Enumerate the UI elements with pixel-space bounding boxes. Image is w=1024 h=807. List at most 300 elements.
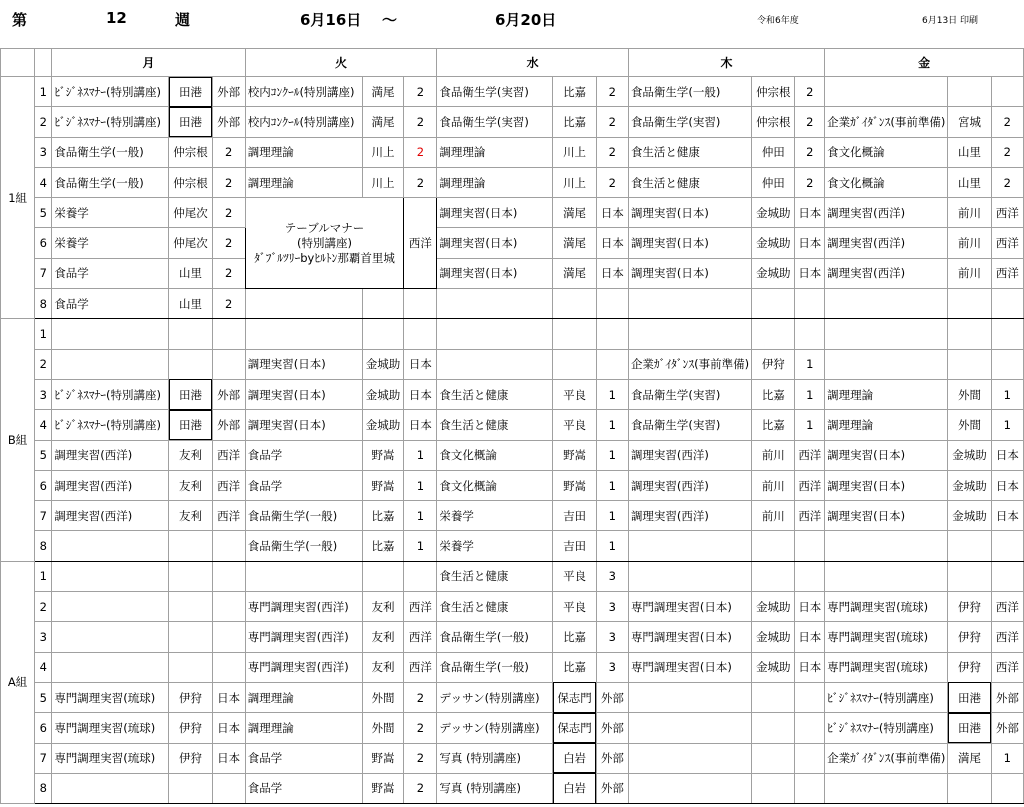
- subject-cell: 食品衛生学(実習): [628, 107, 751, 137]
- count-cell: [991, 561, 1023, 591]
- period-number: 6: [35, 470, 52, 500]
- subject-cell: 調理実習(日本): [245, 379, 362, 409]
- table-row: [1, 349, 1024, 379]
- count-cell: 西洋: [404, 592, 437, 622]
- subject-cell: 食品衛生学(実習): [628, 379, 751, 409]
- subject-cell: 企業ｶﾞｲﾀﾞﾝｽ(事前準備): [628, 349, 751, 379]
- subject-cell: [437, 349, 553, 379]
- count-cell: [404, 561, 437, 591]
- count-cell: 2: [404, 137, 437, 167]
- teacher-cell: [169, 561, 212, 591]
- teacher-cell: 吉田: [553, 501, 596, 531]
- subject-cell: [628, 531, 751, 561]
- subject-cell: 調理実習(西洋): [825, 228, 948, 258]
- day-header-row: [1, 49, 1024, 77]
- count-cell: 2: [212, 258, 245, 288]
- count-cell: [212, 531, 245, 561]
- teacher-cell: 前川: [752, 470, 795, 500]
- teacher-cell: [362, 561, 404, 591]
- period-number: 4: [35, 410, 52, 440]
- subject-cell: 食文化概論: [437, 470, 553, 500]
- count-cell: 2: [404, 713, 437, 743]
- count-cell: 外部: [212, 107, 245, 137]
- count-cell: 1: [596, 531, 628, 561]
- teacher-cell: 山里: [169, 289, 212, 319]
- subject-cell: 食品学: [245, 470, 362, 500]
- subject-cell: 調理理論: [437, 137, 553, 167]
- count-cell: 2: [212, 228, 245, 258]
- count-cell: 2: [596, 167, 628, 197]
- subject-cell: 専門調理実習(琉球): [825, 652, 948, 682]
- count-cell: [404, 319, 437, 349]
- count-cell: 1: [596, 470, 628, 500]
- table-row: [1, 561, 1024, 591]
- count-cell: 1: [596, 379, 628, 409]
- teacher-cell: [948, 561, 991, 591]
- teacher-cell: 金城助: [362, 410, 404, 440]
- teacher-cell: 田港: [169, 379, 212, 409]
- count-cell: 2: [404, 682, 437, 712]
- count-cell: 外部: [212, 379, 245, 409]
- count-cell: 日本: [795, 592, 825, 622]
- day-header-fri: 金: [825, 49, 1024, 77]
- period-number: 7: [35, 258, 52, 288]
- table-row: [1, 440, 1024, 470]
- count-cell: 日本: [991, 470, 1023, 500]
- end-date: 6月20日: [495, 11, 557, 29]
- subject-cell: 企業ｶﾞｲﾀﾞﾝｽ(事前準備): [825, 107, 948, 137]
- teacher-cell: 保志門: [553, 713, 596, 743]
- period-number: 7: [35, 501, 52, 531]
- subject-cell: [52, 319, 169, 349]
- start-date: 6月16日: [300, 11, 362, 29]
- count-cell: 1: [596, 501, 628, 531]
- teacher-cell: 伊狩: [948, 622, 991, 652]
- subject-cell: デッサン(特別講座): [437, 682, 553, 712]
- teacher-cell: [948, 349, 991, 379]
- teacher-cell: 比嘉: [362, 531, 404, 561]
- subject-cell: 専門調理実習(西洋): [245, 622, 362, 652]
- count-cell: 2: [991, 167, 1023, 197]
- count-cell: [795, 319, 825, 349]
- schedule-header: [0, 0, 1024, 48]
- teacher-cell: 外間: [948, 379, 991, 409]
- count-cell: 2: [404, 773, 437, 803]
- teacher-cell: 仲宗根: [752, 77, 795, 107]
- teacher-cell: 仲尾次: [169, 198, 212, 228]
- teacher-cell: 金城助: [752, 592, 795, 622]
- count-cell: 2: [596, 137, 628, 167]
- period-number: 3: [35, 379, 52, 409]
- period-number: 8: [35, 773, 52, 803]
- teacher-cell: 仲田: [752, 137, 795, 167]
- subject-cell: 調理実習(日本): [437, 198, 553, 228]
- teacher-cell: 平良: [553, 561, 596, 591]
- table-row: [1, 258, 1024, 288]
- count-cell: 1: [795, 379, 825, 409]
- subject-cell: [825, 77, 948, 107]
- subject-cell: 専門調理実習(西洋): [245, 652, 362, 682]
- subject-cell: 調理実習(日本): [628, 198, 751, 228]
- count-cell: 西洋: [404, 652, 437, 682]
- count-cell: [991, 349, 1023, 379]
- special-event-line1: テーブルマナー: [284, 220, 365, 235]
- subject-cell: 食文化概論: [825, 137, 948, 167]
- count-cell: [212, 622, 245, 652]
- teacher-cell: [169, 349, 212, 379]
- week-suffix: 週: [175, 11, 191, 29]
- subject-cell: 食生活と健康: [628, 167, 751, 197]
- count-cell: 1: [404, 531, 437, 561]
- subject-cell: 調理実習(日本): [825, 470, 948, 500]
- teacher-cell: 友利: [362, 622, 404, 652]
- teacher-cell: 野嵩: [362, 440, 404, 470]
- teacher-cell: 野嵩: [362, 743, 404, 773]
- teacher-cell: 金城助: [752, 652, 795, 682]
- period-number: 3: [35, 137, 52, 167]
- teacher-cell: 友利: [169, 501, 212, 531]
- teacher-cell: 比嘉: [553, 652, 596, 682]
- subject-cell: 調理理論: [825, 379, 948, 409]
- subject-cell: 栄養学: [437, 531, 553, 561]
- count-cell: [991, 319, 1023, 349]
- subject-cell: 調理実習(西洋): [52, 501, 169, 531]
- count-cell: [212, 773, 245, 803]
- teacher-cell: [553, 349, 596, 379]
- teacher-cell: 伊狩: [169, 743, 212, 773]
- period-number: 5: [35, 682, 52, 712]
- count-cell: 3: [596, 652, 628, 682]
- teacher-cell: [553, 289, 596, 319]
- teacher-cell: [752, 743, 795, 773]
- teacher-cell: 田港: [169, 107, 212, 137]
- subject-cell: 調理実習(日本): [628, 258, 751, 288]
- count-cell: [795, 713, 825, 743]
- teacher-cell: 仲尾次: [169, 228, 212, 258]
- subject-cell: [437, 289, 553, 319]
- teacher-cell: 前川: [948, 258, 991, 288]
- teacher-cell: 川上: [362, 167, 404, 197]
- subject-cell: 調理実習(日本): [245, 349, 362, 379]
- period-number: 1: [35, 77, 52, 107]
- count-cell: 1: [795, 410, 825, 440]
- teacher-cell: 比嘉: [752, 410, 795, 440]
- teacher-cell: 満尾: [553, 228, 596, 258]
- teacher-cell: 保志門: [553, 682, 596, 712]
- subject-cell: 調理理論: [825, 410, 948, 440]
- period-number: 6: [35, 228, 52, 258]
- period-number: 8: [35, 531, 52, 561]
- subject-cell: [628, 713, 751, 743]
- fiscal-year: 令和6年度: [757, 16, 799, 26]
- teacher-cell: 仲宗根: [169, 167, 212, 197]
- teacher-cell: [752, 713, 795, 743]
- subject-cell: 調理理論: [245, 682, 362, 712]
- subject-cell: ﾋﾞｼﾞﾈｽﾏﾅｰ(特別講座): [52, 410, 169, 440]
- corner-cell: [1, 49, 35, 77]
- teacher-cell: 比嘉: [752, 379, 795, 409]
- count-cell: [795, 531, 825, 561]
- subject-cell: 調理実習(西洋): [628, 470, 751, 500]
- teacher-cell: 比嘉: [553, 622, 596, 652]
- teacher-cell: [752, 531, 795, 561]
- subject-cell: [628, 773, 751, 803]
- subject-cell: 専門調理実習(日本): [628, 592, 751, 622]
- count-cell: [795, 743, 825, 773]
- teacher-cell: 満尾: [362, 107, 404, 137]
- count-cell: 日本: [212, 682, 245, 712]
- subject-cell: [628, 289, 751, 319]
- teacher-cell: 満尾: [553, 258, 596, 288]
- subject-cell: 調理実習(西洋): [825, 258, 948, 288]
- teacher-cell: 伊狩: [948, 652, 991, 682]
- period-number: 2: [35, 592, 52, 622]
- subject-cell: 食品衛生学(実習): [437, 77, 553, 107]
- teacher-cell: 白岩: [553, 743, 596, 773]
- subject-cell: ﾋﾞｼﾞﾈｽﾏﾅｰ(特別講座): [52, 107, 169, 137]
- count-cell: 日本: [404, 379, 437, 409]
- teacher-cell: 野嵩: [553, 470, 596, 500]
- subject-cell: [52, 349, 169, 379]
- period-number: 4: [35, 652, 52, 682]
- count-cell: 2: [795, 167, 825, 197]
- subject-cell: 栄養学: [52, 198, 169, 228]
- table-row: [1, 198, 1024, 228]
- teacher-cell: 吉田: [553, 531, 596, 561]
- count-cell: 2: [596, 77, 628, 107]
- special-event-cell: [245, 198, 404, 289]
- count-cell: 2: [212, 137, 245, 167]
- teacher-cell: 川上: [362, 137, 404, 167]
- count-cell: 日本: [795, 198, 825, 228]
- teacher-cell: 前川: [752, 440, 795, 470]
- subject-cell: 調理実習(日本): [245, 410, 362, 440]
- count-cell: 西洋: [991, 228, 1023, 258]
- teacher-cell: 宮城: [948, 107, 991, 137]
- count-cell: 2: [212, 167, 245, 197]
- count-cell: 2: [596, 107, 628, 137]
- count-cell: 1: [596, 440, 628, 470]
- teacher-cell: [169, 531, 212, 561]
- teacher-cell: 野嵩: [553, 440, 596, 470]
- subject-cell: [825, 561, 948, 591]
- subject-cell: 食品学: [245, 773, 362, 803]
- count-cell: 2: [404, 743, 437, 773]
- count-cell: [795, 682, 825, 712]
- teacher-cell: 金城助: [362, 349, 404, 379]
- table-row: [1, 319, 1024, 349]
- teacher-cell: 外間: [362, 713, 404, 743]
- special-event-line3: ﾀﾞﾌﾞﾙﾂﾘｰbyﾋﾙﾄﾝ那覇首里城: [254, 250, 395, 265]
- subject-cell: [52, 652, 169, 682]
- count-cell: 外部: [596, 773, 628, 803]
- count-cell: 1: [404, 470, 437, 500]
- subject-cell: 校内ｺﾝｸｰﾙ(特別講座): [245, 107, 362, 137]
- subject-cell: ﾋﾞｼﾞﾈｽﾏﾅｰ(特別講座): [52, 379, 169, 409]
- teacher-cell: 金城助: [948, 440, 991, 470]
- subject-cell: 専門調理実習(琉球): [52, 713, 169, 743]
- period-number: 1: [35, 319, 52, 349]
- count-cell: 外部: [991, 713, 1023, 743]
- subject-cell: ﾋﾞｼﾞﾈｽﾏﾅｰ(特別講座): [825, 682, 948, 712]
- subject-cell: 調理理論: [245, 137, 362, 167]
- count-cell: 日本: [795, 228, 825, 258]
- teacher-cell: 満尾: [948, 743, 991, 773]
- period-number: 2: [35, 349, 52, 379]
- subject-cell: [628, 682, 751, 712]
- subject-cell: [825, 349, 948, 379]
- count-cell: 日本: [596, 258, 628, 288]
- subject-cell: 専門調理実習(日本): [628, 622, 751, 652]
- subject-cell: [825, 531, 948, 561]
- teacher-cell: 比嘉: [362, 501, 404, 531]
- count-cell: 西洋: [212, 470, 245, 500]
- teacher-cell: 山里: [948, 137, 991, 167]
- period-number: 1: [35, 561, 52, 591]
- count-cell: 1: [404, 501, 437, 531]
- teacher-cell: [752, 561, 795, 591]
- subject-cell: 専門調理実習(西洋): [245, 592, 362, 622]
- teacher-cell: 田港: [169, 410, 212, 440]
- teacher-cell: 山里: [948, 167, 991, 197]
- subject-cell: 食品衛生学(一般): [628, 77, 751, 107]
- teacher-cell: [752, 289, 795, 319]
- teacher-cell: 前川: [948, 198, 991, 228]
- count-cell: 西洋: [991, 198, 1023, 228]
- table-row: [1, 167, 1024, 197]
- subject-cell: 調理理論: [437, 167, 553, 197]
- count-cell: 西洋: [991, 258, 1023, 288]
- subject-cell: 食生活と健康: [437, 379, 553, 409]
- count-cell: [795, 773, 825, 803]
- count-cell: 西洋: [212, 440, 245, 470]
- teacher-cell: [752, 682, 795, 712]
- period-number: 3: [35, 622, 52, 652]
- count-cell: [991, 77, 1023, 107]
- count-cell: 3: [596, 592, 628, 622]
- count-cell: 1: [991, 379, 1023, 409]
- period-number: 5: [35, 440, 52, 470]
- subject-cell: 食品学: [245, 440, 362, 470]
- count-cell: 2: [795, 107, 825, 137]
- count-cell: [212, 319, 245, 349]
- table-row: [1, 531, 1024, 561]
- count-cell: 西洋: [212, 501, 245, 531]
- special-event-line2: (特別講座): [297, 235, 353, 250]
- subject-cell: 食品衛生学(一般): [437, 622, 553, 652]
- teacher-cell: 金城助: [948, 501, 991, 531]
- count-cell: 日本: [596, 228, 628, 258]
- teacher-cell: 仲宗根: [169, 137, 212, 167]
- teacher-cell: 満尾: [553, 198, 596, 228]
- subject-cell: [628, 561, 751, 591]
- table-row: [1, 289, 1024, 319]
- teacher-cell: [948, 319, 991, 349]
- subject-cell: 調理実習(日本): [628, 228, 751, 258]
- teacher-cell: 白岩: [553, 773, 596, 803]
- count-cell: 日本: [795, 258, 825, 288]
- period-number: 5: [35, 198, 52, 228]
- teacher-cell: 比嘉: [553, 107, 596, 137]
- table-row: [1, 743, 1024, 773]
- count-cell: [795, 289, 825, 319]
- table-row: [1, 470, 1024, 500]
- day-header-wed: 水: [437, 49, 629, 77]
- day-header-thu: 木: [628, 49, 824, 77]
- teacher-cell: 平良: [553, 410, 596, 440]
- timetable: [0, 48, 1024, 804]
- count-cell: [991, 531, 1023, 561]
- count-cell: [991, 773, 1023, 803]
- count-cell: 1: [795, 349, 825, 379]
- subject-cell: 調理実習(日本): [437, 258, 553, 288]
- week-number: 12: [106, 9, 127, 27]
- count-cell: 日本: [795, 622, 825, 652]
- subject-cell: ﾋﾞｼﾞﾈｽﾏﾅｰ(特別講座): [52, 77, 169, 107]
- count-cell: 外部: [596, 682, 628, 712]
- count-cell: [212, 652, 245, 682]
- count-cell: 2: [404, 77, 437, 107]
- subject-cell: [245, 561, 362, 591]
- subject-cell: 食品衛生学(実習): [628, 410, 751, 440]
- subject-cell: 調理理論: [245, 167, 362, 197]
- count-cell: 日本: [991, 440, 1023, 470]
- count-cell: 外部: [212, 77, 245, 107]
- count-cell: 日本: [212, 743, 245, 773]
- subject-cell: ﾋﾞｼﾞﾈｽﾏﾅｰ(特別講座): [825, 713, 948, 743]
- count-cell: 西洋: [991, 592, 1023, 622]
- teacher-cell: 山里: [169, 258, 212, 288]
- teacher-cell: 川上: [553, 137, 596, 167]
- period-number: 6: [35, 713, 52, 743]
- subject-cell: [52, 773, 169, 803]
- count-cell: [596, 289, 628, 319]
- teacher-cell: 外間: [362, 682, 404, 712]
- count-cell: 外部: [596, 713, 628, 743]
- teacher-cell: 友利: [169, 440, 212, 470]
- teacher-cell: 平良: [553, 379, 596, 409]
- count-cell: 西洋: [795, 440, 825, 470]
- teacher-cell: 伊狩: [948, 592, 991, 622]
- teacher-cell: 伊狩: [169, 682, 212, 712]
- count-cell: 2: [795, 77, 825, 107]
- teacher-cell: 田港: [948, 682, 991, 712]
- teacher-cell: [948, 773, 991, 803]
- table-row: [1, 713, 1024, 743]
- subject-cell: [245, 289, 362, 319]
- teacher-cell: [752, 773, 795, 803]
- count-cell: [596, 319, 628, 349]
- count-cell: 外部: [596, 743, 628, 773]
- teacher-cell: [169, 773, 212, 803]
- teacher-cell: [553, 319, 596, 349]
- subject-cell: [825, 289, 948, 319]
- count-cell: [212, 349, 245, 379]
- count-cell: [404, 289, 437, 319]
- period-number: 4: [35, 167, 52, 197]
- subject-cell: 写真 (特別講座): [437, 773, 553, 803]
- table-row: [1, 682, 1024, 712]
- teacher-cell: 田港: [948, 713, 991, 743]
- subject-cell: 校内ｺﾝｸｰﾙ(特別講座): [245, 77, 362, 107]
- teacher-cell: 仲田: [752, 167, 795, 197]
- count-cell: 2: [404, 107, 437, 137]
- teacher-cell: [169, 319, 212, 349]
- table-row: [1, 652, 1024, 682]
- teacher-cell: 金城助: [948, 470, 991, 500]
- period-number: 2: [35, 107, 52, 137]
- subject-cell: 食品衛生学(一般): [52, 137, 169, 167]
